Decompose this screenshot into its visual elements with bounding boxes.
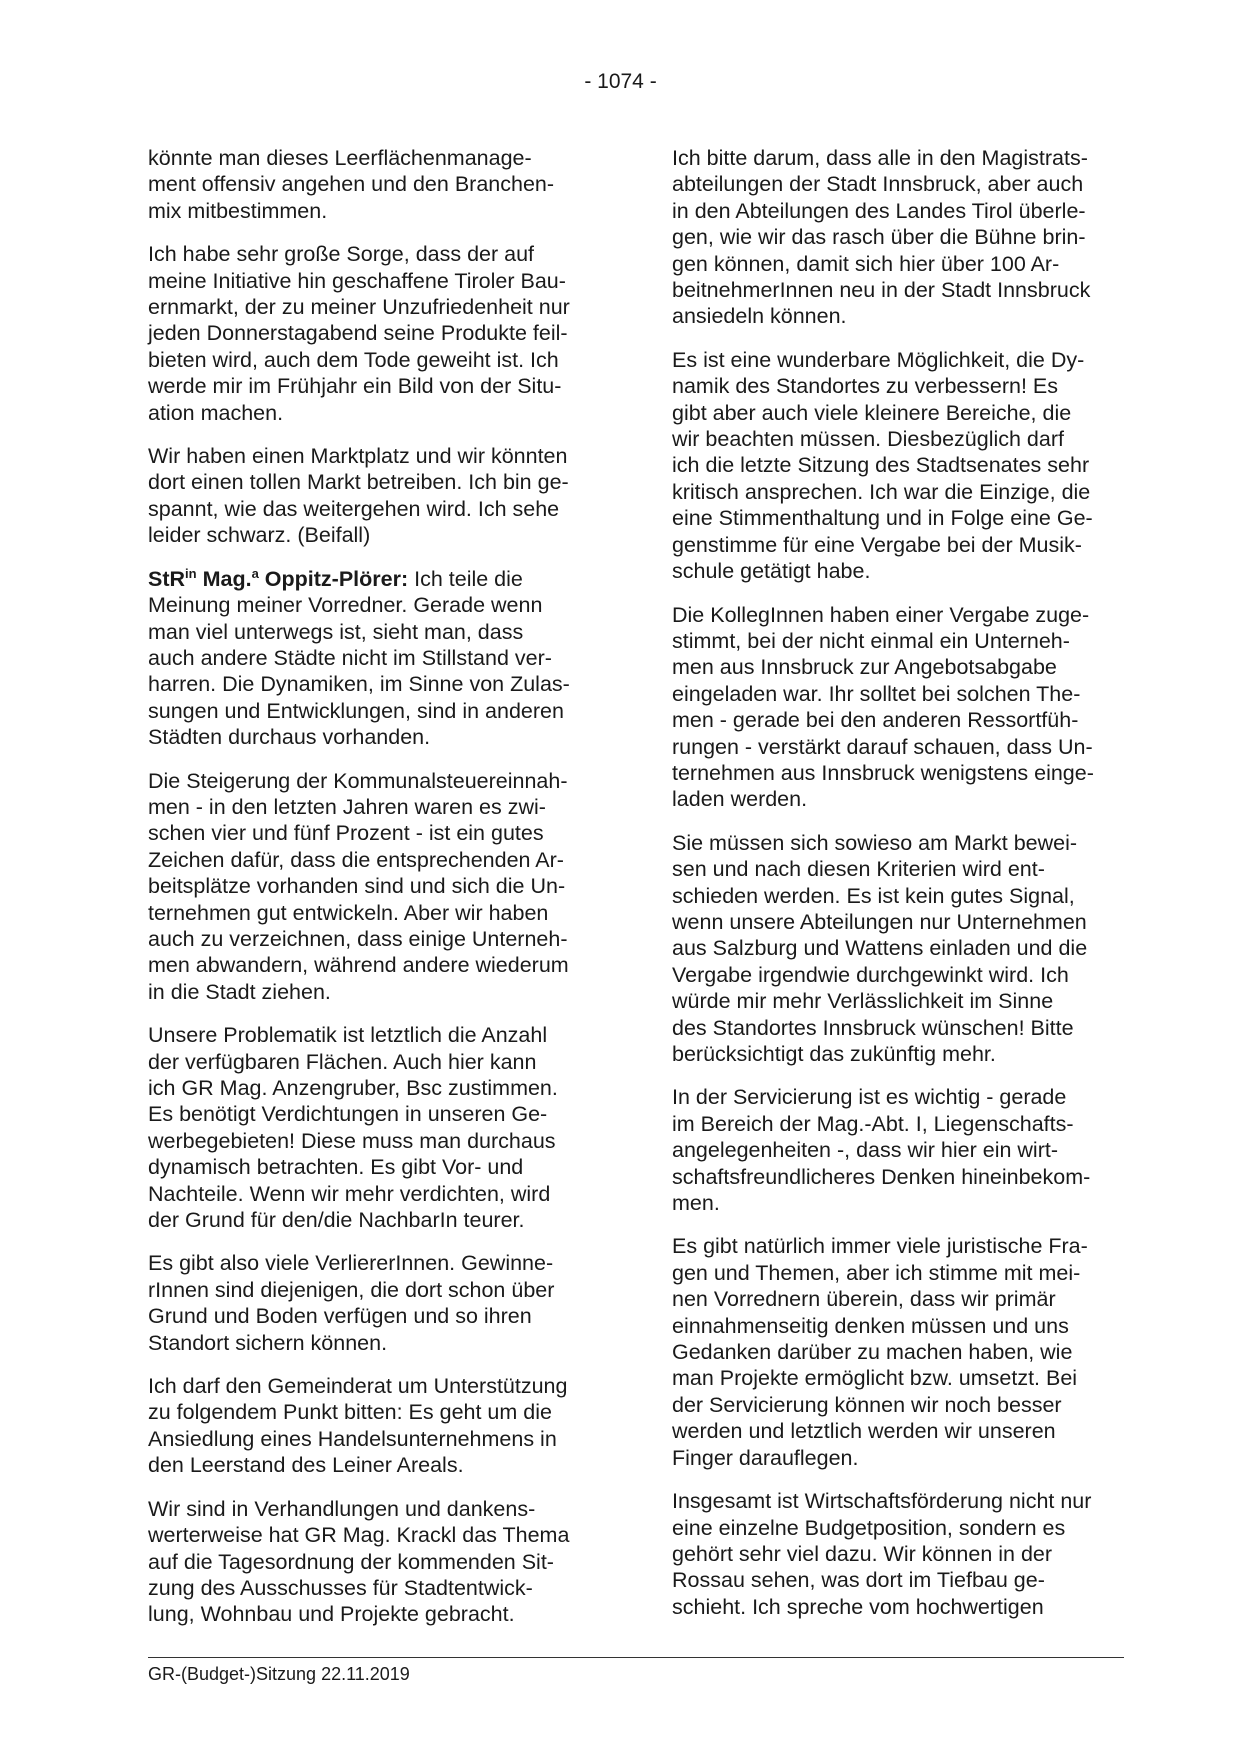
paragraph: Insgesamt ist Wirtschaftsförderung nicht nur eine einzelne Budgetposition, sondern es gehört sehr viel dazu. Wir können in der Rossau sehen, was dort im Tiefbau ge- schieht. Ich spreche vom hochwertigen [672, 1489, 1092, 1619]
speaker-degree-sup: a [251, 565, 259, 581]
page-number: - 1074 - [584, 70, 657, 93]
left-column [148, 145, 603, 1645]
footer-session-date: GR-(Budget-)Sitzung 22.11.2019 [148, 1664, 410, 1684]
paragraph: Sie müssen sich sowieso am Markt bewei- sen und nach diesen Kriterien wird ent- schieden werden. Es ist kein gutes Signal, wenn unsere Abteilungen nur Unternehmen aus Salzburg und Wattens einladen und die Vergabe irgendwie durchgewinkt wird. Ich würde mir mehr Verlässlichkeit im Sinne des Standortes Innsbruck wünschen! Bitte berücksichtigt das zukünftig mehr. [672, 830, 1088, 1066]
paragraph: Die KollegInnen haben einer Vergabe zuge- stimmt, bei der nicht einmal ein Unterneh- men aus Innsbruck zur Angebotsabgabe eingeladen war. Ihr solltet bei solchen The- men - gerade bei den anderen Ressortfüh- rungen - verstärkt darauf schauen, dass Un- ternehmen aus Innsbruck wenigstens einge- laden werden. [672, 602, 1094, 812]
speaker-text: Ich teile die Meinung meiner Vorredner. Gerade wenn man viel unterwegs ist, sieht man, dass auch andere Städte nicht im Stillstand ver- harren. Die Dynamiken, im Sinne von Zulas- sungen und Entwicklungen, sind in anderen Städten durchaus vorhanden. [148, 566, 570, 750]
paragraph: Ich bitte darum, dass alle in den Magistrats- abteilungen der Stadt Innsbruck, aber auch in den Abteilungen des Landes Tirol überle- gen, wie wir das rasch über die Bühne brin- gen können, damit sich hier über 100 Ar- beitnehmerInnen neu in der Stadt Innsbruck ansiedeln können. [672, 146, 1091, 329]
paragraph: In der Servicierung ist es wichtig - gerade im Bereich der Mag.-Abt. I, Liegenschafts- angelegenheiten -, dass wir hier ein wirt- schaftsfreundlicheres Denken hineinbekom- men. [672, 1085, 1091, 1216]
paragraph: Wir haben einen Marktplatz und wir könnten dort einen tollen Markt betreiben. Ich bin ge- spannt, wie das weitergehen wird. Ich sehe leider schwarz. (Beifall) [148, 444, 569, 548]
paragraph: Die Steigerung der Kommunalsteuereinnah- men - in den letzten Jahren waren es zwi- schen vier und fünf Prozent - ist ein gutes Zeichen dafür, dass die entsprechenden Ar- beitsplätze vorhanden sind und sich die Un- ternehmen gut entwickeln. Aber wir haben auch zu verzeichnen, dass einige Unterneh- men abwandern, während andere wiederum in die Stadt ziehen. [148, 768, 569, 1004]
speaker-title: StR [148, 566, 186, 591]
paragraph: Es gibt natürlich immer viele juristische Fra- gen und Themen, aber ich stimme mit mei- nen Vorrednern überein, dass wir primär einnahmenseitig denken müssen und uns Gedanken darüber zu machen haben, wie man Projekte ermöglicht bzw. umsetzt. Bei der Servicierung können wir noch besser werden und letztlich werden wir unseren Finger darauflegen. [672, 1234, 1088, 1470]
paragraph: Wir sind in Verhandlungen und dankens- werterweise hat GR Mag. Krackl das Thema auf die Tagesordnung der kommenden Sit- zung des Ausschusses für Stadtentwick- lung, Wohnbau und Projekte gebracht. [148, 1496, 570, 1627]
right-column [672, 145, 1127, 1637]
paragraph: Es ist eine wunderbare Möglichkeit, die Dy- namik des Standortes zu verbessern! Es gibt aber auch viele kleinere Bereiche, die wir beachten müssen. Diesbezüglich darf ich die letzte Sitzung des Stadtsenates sehr kritisch ansprechen. Ich war die Einzige, die eine Stimmenthaltung und in Folge eine Ge- genstimme für eine Vergabe bei der Musik- schule getätigt habe. [672, 347, 1093, 584]
paragraph: Ich habe sehr große Sorge, dass der auf meine Initiative hin geschaffene Tiroler Bau- ernmarkt, der zu meiner Unzufriedenheit nur jeden Donnerstagabend seine Produkte feil- bieten wird, auch dem Tode geweiht ist. Ich werde mir im Frühjahr ein Bild von der Situ- ation machen. [148, 242, 570, 425]
speaker-title-sup: in [185, 565, 197, 581]
speaker-degree: Mag. [202, 566, 252, 591]
paragraph: Es gibt also viele VerliererInnen. Gewinne- rInnen sind diejenigen, die dort schon über Grund und Boden verfügen und so ihren Standort sichern können. [148, 1251, 555, 1355]
footer-divider [148, 1657, 1124, 1658]
speaker-paragraph [148, 566, 603, 751]
speaker-name [148, 567, 408, 591]
paragraph: Unsere Problematik ist letztlich die Anzahl der verfügbaren Flächen. Auch hier kann ich GR Mag. Anzengruber, Bsc zustimmen. Es benötigt Verdichtungen in unseren Ge- werbegebieten! Diese muss man durchaus dynamisch betrachten. Es gibt Vor- und Nachteile. Wenn wir mehr verdichten, wird der Grund für den/die NachbarIn teurer. [148, 1023, 558, 1233]
paragraph: könnte man dieses Leerflächenmanage- ment offensiv angehen und den Branchen- mix mitbestimmen. [148, 146, 555, 223]
paragraph: Ich darf den Gemeinderat um Unterstützung zu folgendem Punkt bitten: Es geht um die Ansiedlung eines Handelsunternehmens in den Leerstand des Leiner Areals. [148, 1374, 568, 1478]
speaker-surname: Oppitz-Plörer: [264, 566, 409, 591]
